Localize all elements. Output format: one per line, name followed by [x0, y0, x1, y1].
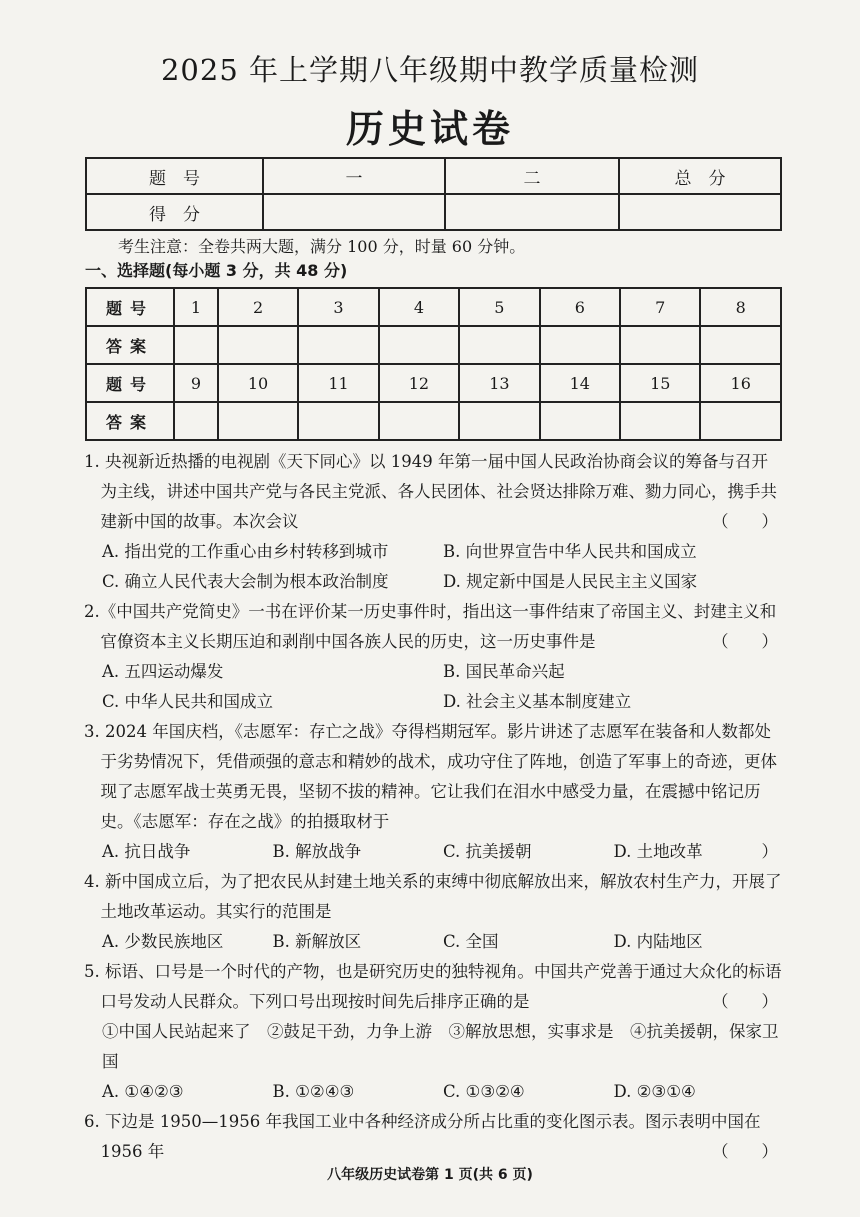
option-c[interactable]: C. 全国: [443, 932, 499, 951]
question-number-cell: 16: [700, 364, 781, 402]
score-table-row: [86, 158, 781, 194]
answer-parenthesis: （ ）: [712, 512, 778, 531]
exam-title: 2025 年上学期八年级期中教学质量检测: [160, 53, 700, 87]
question-3: [84, 717, 784, 867]
answer-table-row: [86, 288, 781, 326]
score-table-row: [86, 194, 781, 230]
option-c[interactable]: C. 确立人民代表大会制为根本政治制度: [102, 572, 389, 591]
option-d[interactable]: D. 内陆地区: [613, 932, 703, 951]
question-number-cell: 1: [174, 288, 218, 326]
answer-parenthesis: （ ）: [712, 1142, 778, 1161]
answer-table-row: [86, 364, 781, 402]
slogan-list: ①中国人民站起来了 ②鼓足干劲，力争上游 ③解放思想，实事求是 ④抗美援朝，保家卫国: [102, 1022, 779, 1071]
question-stem: 1. 央视新近热播的电视剧《天下同心》以 1949 年第一届中国人民政治协商会议的筹备与召开为主线，讲述中国共产党与各民主党派、各人民团体、社会贤达排除万难、勠力同心，携手共建新中国的故事。本次会议: [84, 452, 777, 531]
exam-notice: 考生注意：全卷共两大题，满分 100 分，时量 60 分钟。: [118, 237, 526, 256]
option-b[interactable]: B. 新解放区: [272, 932, 362, 951]
options: [84, 927, 784, 957]
option-a[interactable]: A. 抗日战争: [102, 842, 191, 861]
answer-cell[interactable]: [620, 402, 700, 440]
question-6: [84, 1107, 784, 1167]
answer-cell[interactable]: [218, 326, 298, 364]
answer-cell[interactable]: [459, 326, 539, 364]
answer-label: 答案: [86, 402, 174, 440]
question-number-cell: 13: [459, 364, 539, 402]
question-number-label: 题号: [86, 364, 174, 402]
question-number-cell: 15: [620, 364, 700, 402]
score-cell[interactable]: [619, 194, 781, 230]
option-b[interactable]: B. 向世界宣告中华人民共和国成立: [443, 542, 697, 561]
score-header-cell: 总 分: [619, 158, 781, 194]
answer-cell[interactable]: [298, 326, 378, 364]
score-header-cell: 二: [445, 158, 619, 194]
option-a[interactable]: A. 指出党的工作重心由乡村转移到城市: [102, 542, 389, 561]
option-d[interactable]: D. 规定新中国是人民民主主义国家: [443, 572, 698, 591]
answer-parenthesis: ）: [761, 842, 778, 861]
question-2: [84, 597, 784, 717]
option-a[interactable]: A. 少数民族地区: [102, 932, 224, 951]
options: [84, 657, 784, 717]
answer-cell[interactable]: [298, 402, 378, 440]
options: [84, 1077, 784, 1107]
question-number-cell: 10: [218, 364, 298, 402]
question-number-cell: 12: [379, 364, 459, 402]
option-a[interactable]: A. ①④②③: [102, 1082, 184, 1101]
option-c[interactable]: C. ①③②④: [443, 1082, 525, 1101]
question-number-cell: 8: [700, 288, 781, 326]
option-b[interactable]: B. 解放战争: [272, 842, 362, 861]
answer-cell[interactable]: [620, 326, 700, 364]
answer-label: 答案: [86, 326, 174, 364]
option-d[interactable]: D. 土地改革: [613, 842, 703, 861]
question-number-cell: 6: [540, 288, 620, 326]
answer-cell[interactable]: [379, 402, 459, 440]
option-b[interactable]: B. 国民革命兴起: [443, 662, 565, 681]
question-1: [84, 447, 784, 597]
score-cell[interactable]: [263, 194, 445, 230]
section-title: 一、选择题(每小题 3 分，共 48 分): [85, 261, 348, 280]
question-5: [84, 957, 784, 1107]
option-c[interactable]: C. 抗美援朝: [443, 842, 532, 861]
question-number-cell: 4: [379, 288, 459, 326]
score-label-cell: 得 分: [86, 194, 263, 230]
option-d[interactable]: D. ②③①④: [613, 1082, 696, 1101]
score-cell[interactable]: [445, 194, 619, 230]
option-d[interactable]: D. 社会主义基本制度建立: [443, 692, 632, 711]
answer-cell[interactable]: [218, 402, 298, 440]
answer-cell[interactable]: [459, 402, 539, 440]
question-number-cell: 9: [174, 364, 218, 402]
subject-title: 历史试卷: [345, 106, 514, 151]
question-number-cell: 5: [459, 288, 539, 326]
answer-table-row: [86, 326, 781, 364]
answer-cell[interactable]: [700, 402, 781, 440]
score-table: [85, 157, 782, 231]
answer-cell[interactable]: [379, 326, 459, 364]
question-number-cell: 14: [540, 364, 620, 402]
options: [84, 537, 784, 597]
option-c[interactable]: C. 中华人民共和国成立: [102, 692, 274, 711]
question-number-label: 题号: [86, 288, 174, 326]
answer-table-row: [86, 402, 781, 440]
question-number-cell: 2: [218, 288, 298, 326]
options: [84, 837, 784, 867]
score-header-cell: 一: [263, 158, 445, 194]
question-number-cell: 3: [298, 288, 378, 326]
option-b[interactable]: B. ①②④③: [272, 1082, 355, 1101]
question-number-cell: 7: [620, 288, 700, 326]
answer-cell[interactable]: [174, 326, 218, 364]
answer-parenthesis: （ ）: [712, 992, 778, 1011]
question-stem: 5. 标语、口号是一个时代的产物，也是研究历史的独特视角。中国共产党善于通过大众化的标语口号发动人民群众。下列口号出现按时间先后排序正确的是: [84, 962, 782, 1011]
answer-cell[interactable]: [540, 402, 620, 440]
answer-parenthesis: （ ）: [712, 632, 778, 651]
question-stem: 3. 2024 年国庆档，《志愿军：存亡之战》夺得档期冠军。影片讲述了志愿军在装备和人数都处于劣势情况下，凭借顽强的意志和精妙的战术，成功守住了阵地，创造了军事上的奇迹，更体现了志愿军战士英勇无畏，坚韧不拔的精神。它让我们在泪水中感受力量，在震撼中铭记历史。《志愿军：存在之战》的拍摄取材于: [84, 722, 777, 831]
answer-cell[interactable]: [700, 326, 781, 364]
score-header-cell: 题 号: [86, 158, 263, 194]
question-4: [84, 867, 784, 957]
answer-table: [85, 287, 782, 441]
question-number-cell: 11: [298, 364, 378, 402]
option-a[interactable]: A. 五四运动爆发: [102, 662, 224, 681]
answer-cell[interactable]: [540, 326, 620, 364]
page-footer: 八年级历史试卷第 1 页(共 6 页): [327, 1167, 533, 1183]
questions-list: [84, 447, 784, 1167]
question-stem: 6. 下边是 1950—1956 年我国工业中各种经济成分所占比重的变化图示表。图示表明中国在 1956 年: [84, 1112, 761, 1161]
question-stem: 2.《中国共产党简史》一书在评价某一历史事件时，指出这一事件结束了帝国主义、封建主义和官僚资本主义长期压迫和剥削中国各族人民的历史，这一历史事件是: [84, 602, 777, 651]
question-stem: 4. 新中国成立后，为了把农民从封建土地关系的束缚中彻底解放出来，解放农村生产力，开展了土地改革运动。其实行的范围是: [84, 872, 782, 921]
answer-cell[interactable]: [174, 402, 218, 440]
